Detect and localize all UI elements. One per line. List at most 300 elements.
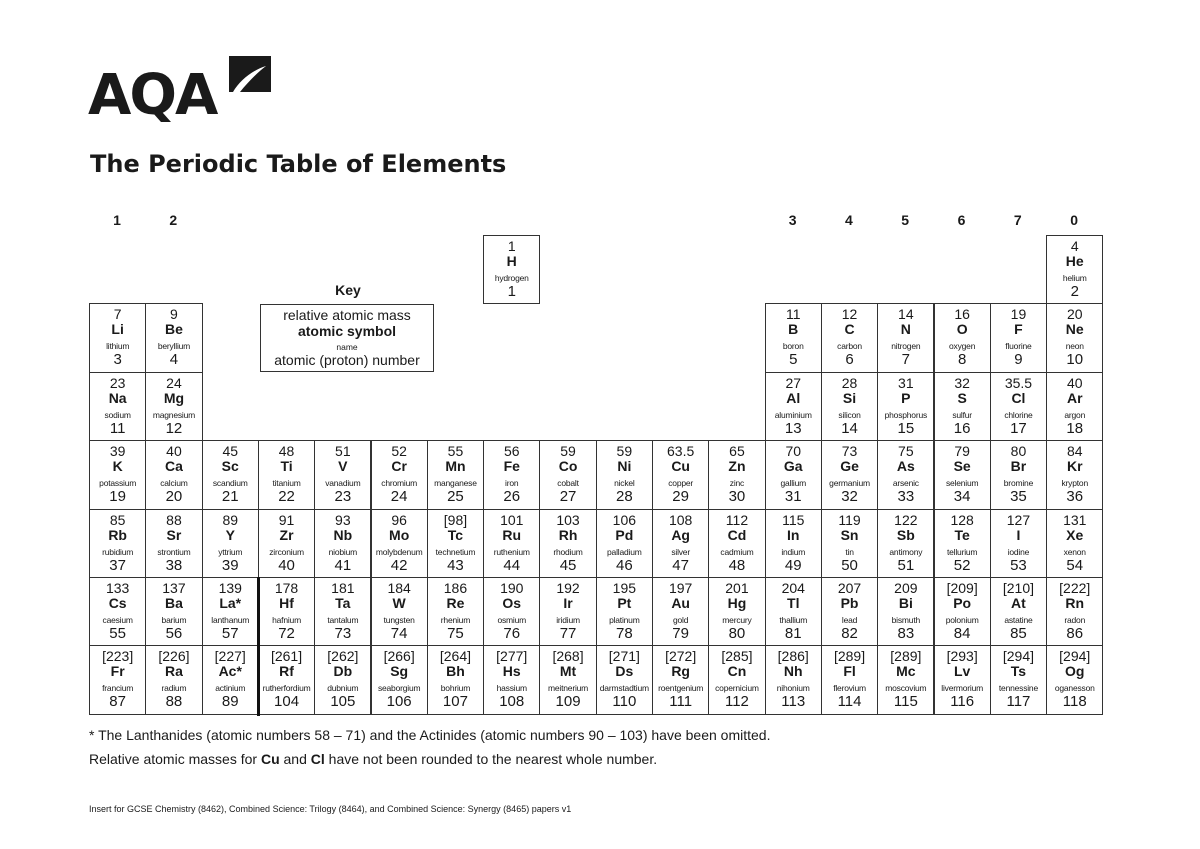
element-mass: 127 [1006, 511, 1031, 528]
element-number: 116 [950, 693, 975, 711]
element-cell [596, 509, 653, 578]
element-name: radium [161, 683, 187, 694]
element-number: 104 [274, 693, 300, 711]
element-name: tennessine [998, 683, 1038, 694]
element-mass: 1 [507, 238, 516, 254]
element-symbol: Ba [164, 595, 183, 611]
element-symbol: Og [1065, 663, 1085, 680]
element-name: seaborgium [377, 683, 421, 694]
element-mass: 48 [278, 443, 295, 460]
element-symbol: Ir [563, 595, 573, 611]
element-name: caesium [102, 615, 133, 625]
element-symbol: Ta [335, 595, 351, 611]
footnote-cl: Cl [310, 751, 325, 767]
element-mass: 133 [105, 580, 130, 596]
element-mass: 55 [447, 443, 464, 460]
element-cell [258, 440, 315, 509]
element-mass: 91 [278, 511, 295, 528]
element-symbol: Ra [164, 663, 183, 680]
element-symbol: Tl [787, 595, 800, 611]
element-cell [1046, 645, 1103, 714]
element-number: 44 [503, 556, 521, 574]
element-name: bromine [1003, 478, 1034, 489]
element-name: hassium [496, 683, 527, 694]
element-symbol: Li [111, 321, 124, 338]
element-cell [877, 303, 934, 372]
element-name: oxygen [949, 341, 976, 352]
element-name: rhodium [553, 546, 583, 557]
element-number: 36 [1066, 488, 1084, 506]
element-mass: [227] [214, 648, 246, 665]
element-name: radon [1064, 615, 1086, 625]
element-cell [258, 645, 315, 714]
element-mass: 63.5 [667, 443, 695, 460]
element-name: chlorine [1004, 409, 1033, 420]
group-label: 4 [844, 212, 853, 228]
element-name: lithium [106, 341, 130, 352]
footnote-rounding [89, 751, 657, 767]
element-number: 85 [1010, 625, 1027, 642]
element-cell [990, 509, 1047, 578]
element-mass: 23 [109, 374, 126, 391]
element-mass: 35.5 [1004, 374, 1033, 391]
element-name: manganese [434, 478, 477, 489]
element-cell [765, 577, 822, 646]
element-mass: [271] [608, 648, 640, 665]
element-symbol: Cr [391, 458, 407, 475]
element-symbol: Fl [843, 663, 856, 680]
element-number: 7 [901, 351, 910, 369]
element-number: 18 [1066, 419, 1084, 437]
element-cell [934, 303, 991, 372]
element-name: barium [161, 615, 187, 625]
element-number: 113 [781, 693, 806, 711]
element-name: phosphorus [884, 409, 928, 420]
element-cell [314, 509, 371, 578]
element-mass: 190 [500, 580, 524, 596]
element-mass: 139 [218, 580, 242, 596]
element-number: 6 [845, 351, 854, 369]
key-symbol: atomic symbol [297, 323, 397, 339]
element-mass: [264] [439, 648, 472, 665]
element-number: 73 [334, 625, 352, 642]
element-mass: 45 [222, 443, 239, 460]
element-cell [89, 645, 146, 714]
divider-line [257, 577, 260, 716]
element-symbol: Bi [898, 595, 913, 611]
element-symbol: Rf [279, 663, 294, 680]
group-label: 2 [169, 212, 178, 228]
element-cell [483, 645, 540, 714]
element-mass: 59 [616, 443, 633, 460]
element-cell [596, 577, 653, 646]
element-number: 88 [165, 693, 183, 711]
element-number: 51 [897, 556, 915, 574]
element-cell [89, 303, 146, 372]
group-label: 6 [957, 212, 966, 228]
element-name: nihonium [776, 683, 810, 694]
element-symbol: Rh [558, 526, 578, 543]
element-number: 34 [953, 488, 971, 506]
element-symbol: He [1065, 253, 1084, 269]
element-cell [652, 509, 709, 578]
element-cell [934, 372, 991, 441]
element-number: 84 [953, 625, 971, 642]
element-number: 79 [672, 625, 689, 642]
element-cell [145, 577, 202, 646]
element-symbol: Ar [1066, 389, 1083, 406]
element-number: 112 [724, 693, 749, 711]
element-number: 111 [669, 693, 693, 711]
element-mass: 73 [841, 443, 858, 460]
element-name: potassium [99, 478, 137, 489]
element-symbol: C [844, 321, 855, 338]
element-mass: [293] [946, 648, 978, 665]
element-number: 22 [278, 488, 295, 506]
element-number: 21 [221, 488, 239, 506]
element-number: 77 [559, 625, 577, 642]
element-mass: 89 [222, 511, 239, 528]
element-symbol: Ca [164, 458, 183, 475]
element-cell [1046, 440, 1103, 509]
element-name: astatine [1004, 615, 1033, 625]
group-label: 7 [1013, 212, 1022, 228]
element-name: krypton [1061, 478, 1088, 489]
element-name: tungsten [383, 615, 415, 625]
element-name: aluminium [774, 409, 812, 420]
element-symbol: As [896, 458, 915, 475]
element-number: 11 [109, 419, 126, 437]
element-mass: 128 [950, 511, 974, 528]
element-cell [877, 372, 934, 441]
element-cell [821, 577, 878, 646]
element-cell [990, 577, 1047, 646]
element-mass: 75 [898, 443, 914, 460]
element-name: selenium [945, 478, 979, 489]
element-name: indium [781, 546, 806, 557]
element-number: 47 [672, 556, 689, 574]
element-symbol: Os [502, 595, 522, 611]
element-name: hydrogen [494, 273, 529, 283]
element-mass: 209 [894, 580, 918, 596]
element-symbol: Mt [559, 663, 577, 680]
element-mass: 56 [503, 443, 520, 460]
element-mass: 40 [1066, 374, 1083, 391]
element-symbol: O [956, 321, 968, 338]
element-symbol: Be [164, 321, 183, 338]
element-number: 37 [109, 556, 126, 574]
element-mass: [261] [270, 648, 303, 665]
element-symbol: B [788, 321, 799, 338]
element-name: meitnerium [548, 683, 589, 694]
element-symbol: K [112, 458, 123, 475]
element-symbol: Zr [279, 526, 294, 543]
element-cell [821, 372, 878, 441]
element-mass: [266] [383, 648, 415, 665]
element-name: titanium [272, 478, 301, 489]
element-number: 72 [278, 625, 295, 642]
element-mass: [294] [1002, 648, 1035, 665]
element-number: 23 [334, 488, 352, 506]
element-cell [1046, 509, 1103, 578]
element-number: 29 [672, 488, 689, 506]
group-label: 1 [113, 212, 121, 228]
element-number: 74 [390, 625, 408, 642]
element-name: thallium [779, 615, 808, 625]
element-name: mercury [722, 615, 752, 625]
element-cell [596, 440, 653, 509]
element-mass: 59 [560, 443, 576, 460]
element-name: fluorine [1005, 341, 1032, 352]
element-mass: [210] [1002, 580, 1035, 596]
element-cell [258, 509, 315, 578]
element-symbol: Ga [783, 458, 803, 475]
element-cell [765, 645, 822, 714]
element-mass: [222] [1059, 580, 1091, 596]
element-symbol: Ru [502, 526, 522, 543]
element-symbol: Mc [896, 663, 916, 680]
element-name: helium [1062, 273, 1087, 283]
element-mass: 93 [335, 511, 351, 528]
element-number: 49 [784, 556, 802, 574]
element-name: sulfur [952, 409, 972, 420]
element-cell [652, 440, 709, 509]
element-number: 118 [1062, 693, 1087, 711]
element-mass: [226] [158, 648, 190, 665]
element-number: 89 [221, 693, 239, 711]
element-name: strontium [157, 546, 191, 557]
element-mass: 7 [113, 306, 122, 323]
element-cell [145, 440, 202, 509]
element-mass: 19 [1010, 306, 1027, 323]
element-cell [877, 645, 934, 714]
key-name: name [336, 342, 358, 352]
element-name: zinc [729, 478, 745, 489]
element-cell [990, 303, 1047, 372]
element-name: argon [1064, 409, 1086, 420]
element-mass: [268] [552, 648, 584, 665]
element-name: darmstadtium [599, 683, 649, 694]
element-mass: 131 [1063, 511, 1087, 528]
element-name: lead [841, 615, 858, 625]
group-label: 3 [788, 212, 797, 228]
element-number: 57 [221, 625, 239, 642]
element-cell [314, 645, 371, 714]
element-mass: 186 [443, 580, 468, 596]
element-name: magnesium [152, 409, 196, 420]
element-number: 46 [615, 556, 633, 574]
element-mass: 103 [556, 511, 580, 528]
element-name: silicon [838, 409, 861, 420]
element-mass: 79 [954, 443, 970, 460]
element-symbol: W [392, 595, 406, 611]
key-mass: relative atomic mass [283, 307, 411, 323]
element-cell [202, 577, 259, 646]
element-name: oganesson [1054, 683, 1095, 694]
element-symbol: Tc [447, 526, 464, 543]
element-cell [1046, 235, 1103, 304]
element-number: 78 [615, 625, 633, 642]
element-symbol: Ts [1010, 663, 1027, 680]
key-heading: Key [335, 282, 361, 298]
element-name: moscovium [885, 683, 927, 694]
element-mass: 16 [954, 306, 970, 323]
element-mass: [286] [777, 648, 809, 665]
element-symbol: Sr [166, 526, 182, 543]
element-symbol: Au [671, 595, 690, 611]
insert-note: Insert for GCSE Chemistry (8462), Combined Science: Trilogy (8464), and Combined Science: Synergy (8465) papers v1 [89, 804, 572, 814]
element-symbol: Br [1010, 458, 1027, 475]
element-cell [371, 440, 428, 509]
element-name: flerovium [833, 683, 866, 694]
element-cell [821, 645, 878, 714]
element-cell [145, 645, 202, 714]
element-symbol: Y [225, 526, 235, 543]
element-number: 42 [390, 556, 408, 574]
element-symbol: Cu [671, 458, 690, 475]
element-symbol: Na [108, 389, 127, 406]
element-cell [765, 509, 822, 578]
element-number: 48 [728, 556, 746, 574]
element-symbol: Ds [615, 663, 634, 680]
element-cell [89, 372, 146, 441]
element-number: 25 [447, 488, 464, 506]
element-name: polonium [945, 615, 979, 625]
element-cell [145, 509, 202, 578]
element-number: 82 [841, 625, 858, 642]
element-symbol: Ag [671, 526, 690, 543]
element-name: gallium [780, 478, 806, 489]
element-number: 45 [559, 556, 577, 574]
element-name: roentgenium [658, 683, 704, 694]
key-number: atomic (proton) number [274, 352, 420, 368]
element-symbol: Al [786, 389, 801, 406]
element-symbol: H [506, 253, 517, 269]
element-number: 81 [784, 625, 802, 642]
element-symbol: Xe [1066, 526, 1084, 543]
element-cell [990, 372, 1047, 441]
element-name: palladium [607, 546, 642, 557]
element-cell [990, 645, 1047, 714]
element-name: cobalt [557, 478, 579, 489]
element-symbol: Sn [840, 526, 859, 543]
element-number: 108 [499, 693, 525, 711]
element-name: actinium [215, 683, 246, 694]
element-cell [483, 577, 540, 646]
element-number: 86 [1066, 625, 1084, 642]
element-number: 28 [615, 488, 633, 506]
element-mass: 204 [781, 580, 805, 596]
element-number: 53 [1010, 556, 1027, 574]
element-symbol: Mg [163, 389, 185, 406]
element-name: zirconium [269, 546, 304, 557]
element-cell [765, 372, 822, 441]
element-symbol: Co [558, 458, 578, 475]
element-cell [765, 440, 822, 509]
element-mass: 14 [898, 306, 914, 323]
element-number: 24 [390, 488, 408, 506]
element-name: tellurium [946, 546, 978, 557]
element-number: 16 [953, 419, 971, 437]
element-symbol: Re [446, 595, 465, 611]
element-cell [765, 303, 822, 372]
element-mass: 51 [335, 443, 351, 460]
element-name: bismuth [891, 615, 921, 625]
element-number: 114 [837, 693, 862, 711]
element-number: 31 [784, 488, 802, 506]
element-name: scandium [212, 478, 248, 489]
element-symbol: Rb [108, 526, 127, 543]
element-name: molybdenum [375, 546, 423, 557]
element-mass: 108 [668, 511, 693, 528]
element-number: 20 [165, 488, 183, 506]
element-name: cadmium [720, 546, 754, 557]
element-symbol: Sb [896, 526, 915, 543]
element-symbol: Zn [728, 458, 746, 475]
element-name: niobium [328, 546, 358, 557]
element-name: iodine [1007, 546, 1030, 557]
element-symbol: Rn [1065, 595, 1085, 611]
element-number: 5 [789, 351, 798, 369]
footnote-omitted: * The Lanthanides (atomic numbers 58 – 71) and the Actinides (atomic numbers 90 – 103) have been omitted. [89, 727, 771, 743]
element-cell [1046, 372, 1103, 441]
group-label: 5 [901, 212, 910, 228]
element-mass: 207 [837, 580, 862, 596]
element-cell [821, 509, 878, 578]
element-name: platinum [609, 615, 640, 625]
element-symbol: Si [842, 389, 857, 406]
element-symbol: Mo [389, 526, 410, 543]
element-mass: 181 [331, 580, 355, 596]
element-mass: 96 [391, 511, 407, 528]
element-name: rhenium [440, 615, 471, 625]
element-number: 10 [1066, 351, 1084, 369]
element-cell [934, 440, 991, 509]
element-mass: 88 [166, 511, 182, 528]
element-cell [990, 440, 1047, 509]
element-symbol: Fe [503, 458, 520, 475]
element-name: osmium [497, 615, 527, 625]
element-cell [89, 509, 146, 578]
element-number: 35 [1010, 488, 1027, 506]
element-cell [371, 577, 428, 646]
element-name: dubnium [327, 683, 359, 694]
element-symbol: Pd [615, 526, 634, 543]
element-mass: 115 [782, 511, 805, 528]
element-name: copper [668, 478, 694, 489]
element-cell [708, 440, 765, 509]
element-name: sodium [104, 409, 131, 420]
element-number: 76 [503, 625, 521, 642]
element-cell [202, 645, 259, 714]
group-label: 0 [1070, 212, 1078, 228]
element-cell [596, 645, 653, 714]
element-number: 56 [165, 625, 183, 642]
element-mass: 178 [274, 580, 299, 596]
element-number: 107 [442, 693, 468, 711]
page-title: The Periodic Table of Elements [90, 150, 507, 178]
element-mass: [277] [496, 648, 528, 665]
element-mass: 11 [785, 306, 801, 323]
element-number: 14 [841, 419, 858, 437]
footnote-cu: Cu [260, 751, 280, 767]
element-symbol: Se [953, 458, 971, 475]
element-cell [314, 577, 371, 646]
element-name: ruthenium [493, 546, 530, 557]
element-mass: 197 [668, 580, 693, 596]
element-name: rubidium [102, 546, 134, 557]
element-name: gold [673, 615, 689, 625]
